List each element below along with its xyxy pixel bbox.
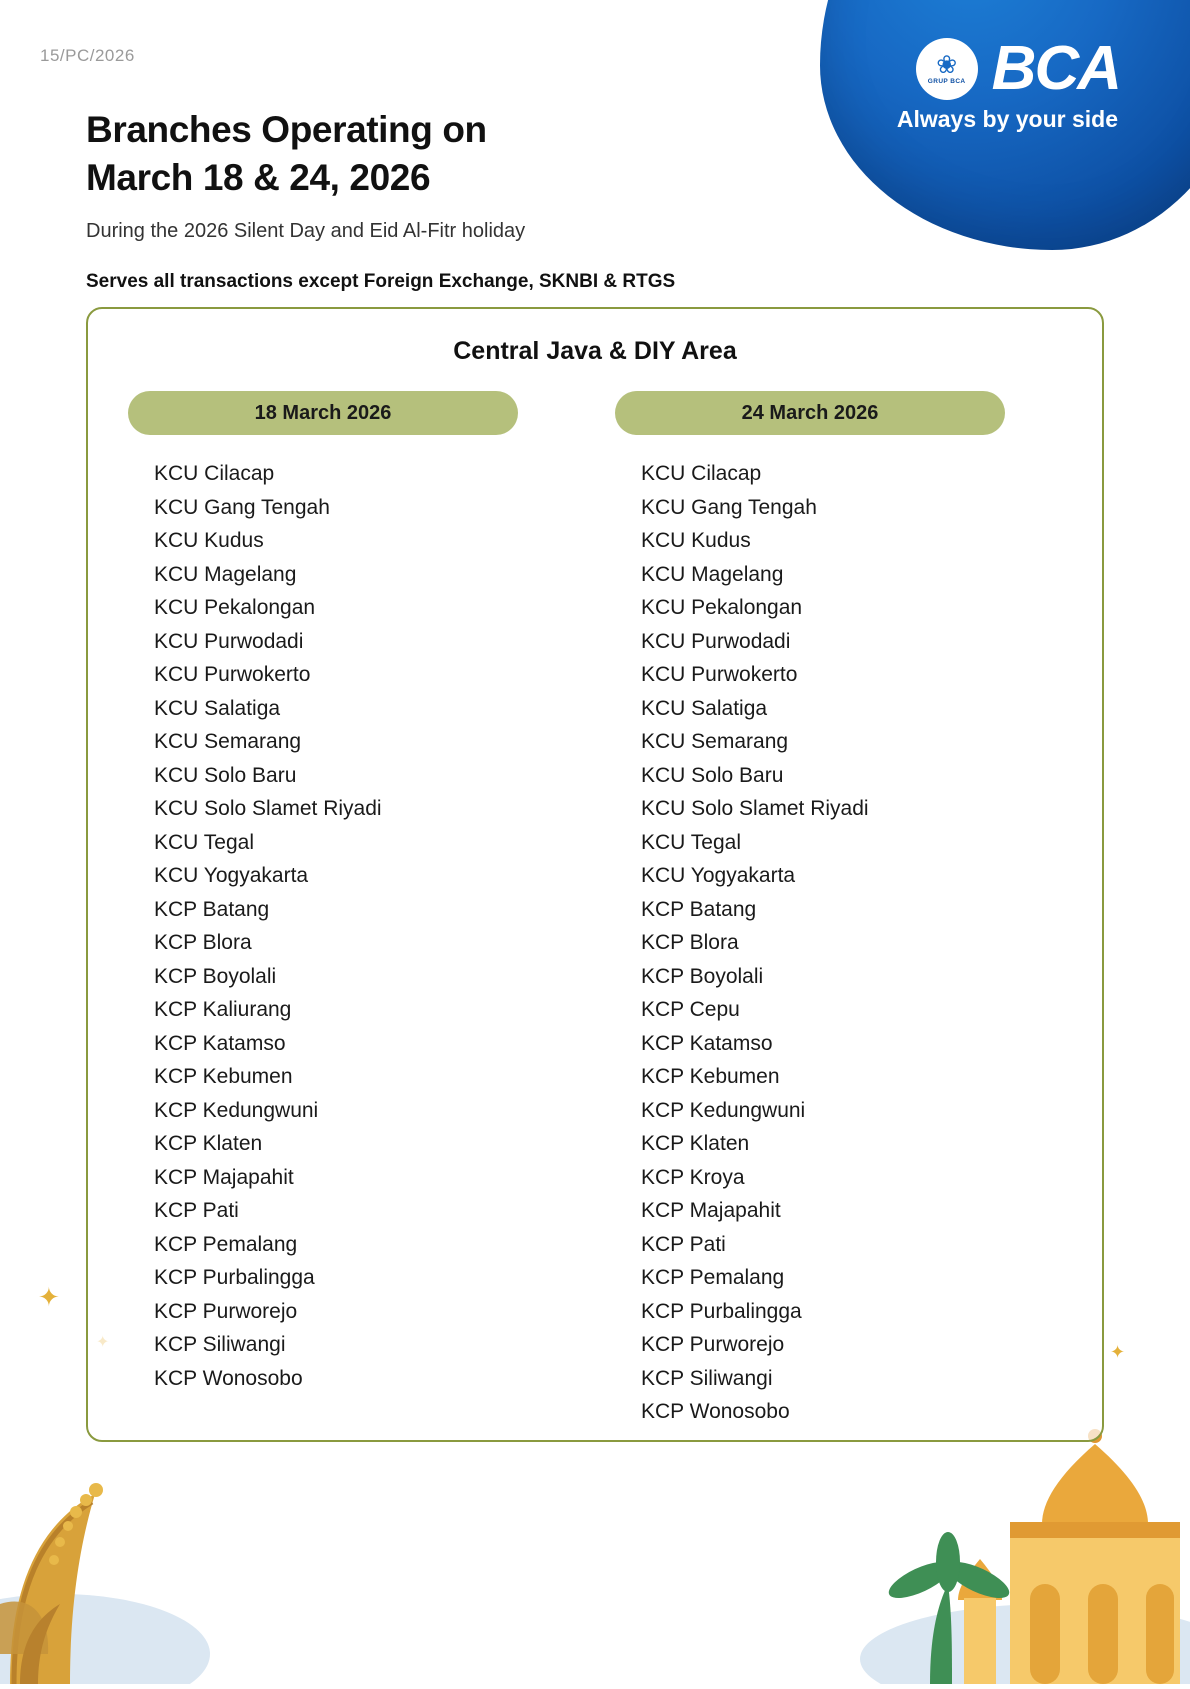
branch-list-item: KCU Cilacap bbox=[154, 462, 275, 485]
branch-list-item: KCP Katamso bbox=[154, 1031, 286, 1055]
branch-list-24-march bbox=[595, 457, 1074, 1429]
branch-list-item: KCP Batang bbox=[154, 897, 270, 921]
branch-list-item: KCU Kudus bbox=[154, 529, 264, 552]
bca-logo bbox=[820, 34, 1120, 133]
page-title-line1: Branches Operating on bbox=[86, 109, 487, 150]
branch-list-item: KCP Purworejo bbox=[154, 1299, 298, 1323]
branch-list-item: KCP Boyolali bbox=[154, 964, 277, 988]
area-title: Central Java & DIY Area bbox=[453, 337, 737, 365]
branch-list-item: KCP Boyolali bbox=[641, 964, 764, 988]
branch-list-item: KCP Klaten bbox=[154, 1132, 263, 1155]
branch-list-item: KCU Salatiga bbox=[154, 696, 281, 720]
page-title-line2: March 18 & 24, 2026 bbox=[86, 157, 431, 198]
branch-list-item: KCP Katamso bbox=[641, 1031, 773, 1055]
transaction-note: Serves all transactions except Foreign Exchange, SKNBI & RTGS bbox=[86, 271, 676, 292]
branch-list-item: KCU Tegal bbox=[154, 830, 254, 854]
branch-list-item: KCP Majapahit bbox=[154, 1165, 294, 1189]
branch-columns bbox=[88, 391, 1102, 1429]
branch-list-item: KCP Pati bbox=[154, 1199, 239, 1222]
branch-list-item: KCU Kudus bbox=[641, 529, 751, 552]
branch-list-item: KCU Solo Baru bbox=[154, 763, 297, 787]
branch-list-item: KCP Pemalang bbox=[641, 1266, 785, 1289]
branch-list-item: KCP Kebumen bbox=[154, 1065, 293, 1088]
branch-list-item: KCP Purbalingga bbox=[154, 1266, 315, 1289]
branch-list-item: KCP Kebumen bbox=[641, 1065, 780, 1088]
branch-list-item: KCU Yogyakarta bbox=[154, 864, 309, 887]
branch-list-item: KCU Purwokerto bbox=[641, 663, 798, 686]
sparkle-icon: ✦ bbox=[38, 1282, 60, 1312]
bca-tagline: Always by your side bbox=[896, 106, 1118, 132]
branch-list-item: KCP Purworejo bbox=[641, 1333, 785, 1356]
branch-list-item: KCP Pemalang bbox=[154, 1232, 298, 1256]
bca-grup-label: GRUP BCA bbox=[927, 77, 966, 85]
date-badge-24-march: 24 March 2026 bbox=[615, 391, 1005, 435]
branch-list-item: KCP Siliwangi bbox=[641, 1366, 773, 1390]
bca-mark-icon bbox=[916, 38, 978, 100]
branch-list-item: KCP Purbalingga bbox=[641, 1299, 802, 1323]
branch-list-item: KCU Yogyakarta bbox=[641, 864, 796, 887]
branch-list-item: KCP Kroya bbox=[641, 1165, 745, 1189]
branch-list-item: KCP Kedungwuni bbox=[154, 1098, 319, 1122]
branch-list-item: KCU Tegal bbox=[641, 830, 741, 854]
branch-list-item: KCU Solo Baru bbox=[641, 763, 784, 787]
branch-list-card bbox=[86, 307, 1104, 1442]
branch-list-item: KCU Pekalongan bbox=[154, 596, 316, 619]
branch-list-item: KCP Kaliurang bbox=[154, 998, 292, 1021]
header-block bbox=[86, 106, 786, 293]
branch-list-item: KCP Kedungwuni bbox=[641, 1098, 806, 1122]
branch-list-item: KCU Cilacap bbox=[641, 462, 762, 485]
branch-list-item: KCU Salatiga bbox=[641, 696, 768, 720]
branch-list-18-march bbox=[116, 457, 595, 1395]
branch-column-18-march bbox=[116, 391, 595, 1429]
branch-list-item: KCP Batang bbox=[641, 897, 757, 921]
date-badge-18-march: 18 March 2026 bbox=[128, 391, 518, 435]
branch-list-item: KCP Blora bbox=[154, 931, 252, 954]
branch-list-item: KCP Wonosobo bbox=[641, 1400, 790, 1423]
page-subtitle: During the 2026 Silent Day and Eid Al-Fitr holiday bbox=[86, 220, 526, 242]
branch-list-item: KCU Purwodadi bbox=[154, 629, 304, 653]
branch-list-item: KCU Pekalongan bbox=[641, 596, 803, 619]
branch-list-item: KCP Majapahit bbox=[641, 1199, 781, 1222]
branch-list-item: KCU Magelang bbox=[641, 562, 784, 586]
branch-list-item: KCP Siliwangi bbox=[154, 1333, 286, 1356]
branch-list-item: KCU Solo Slamet Riyadi bbox=[641, 797, 869, 820]
branch-list-item: KCU Purwodadi bbox=[641, 629, 791, 653]
branch-list-item: KCP Wonosobo bbox=[154, 1366, 303, 1390]
branch-list-item: KCP Klaten bbox=[641, 1132, 750, 1155]
sparkle-icon: ✦ bbox=[1110, 1342, 1126, 1362]
branch-list-item: KCU Gang Tengah bbox=[641, 495, 817, 519]
bca-wordmark: BCA bbox=[991, 34, 1120, 103]
branch-list-item: KCP Blora bbox=[641, 931, 739, 954]
bca-petals-glyph: ❀ bbox=[936, 50, 958, 79]
branch-list-item: KCU Magelang bbox=[154, 562, 297, 586]
branch-list-item: KCU Solo Slamet Riyadi bbox=[154, 797, 382, 820]
branch-list-item: KCU Purwokerto bbox=[154, 663, 311, 686]
branch-list-item: KCU Semarang bbox=[154, 730, 302, 753]
branch-column-24-march bbox=[595, 391, 1074, 1429]
branch-list-item: KCP Cepu bbox=[641, 998, 740, 1021]
document-code: 15/PC/2026 bbox=[40, 46, 135, 65]
branch-list-item: KCP Pati bbox=[641, 1232, 726, 1256]
branch-list-item: KCU Gang Tengah bbox=[154, 495, 330, 519]
branch-list-item: KCU Semarang bbox=[641, 730, 789, 753]
